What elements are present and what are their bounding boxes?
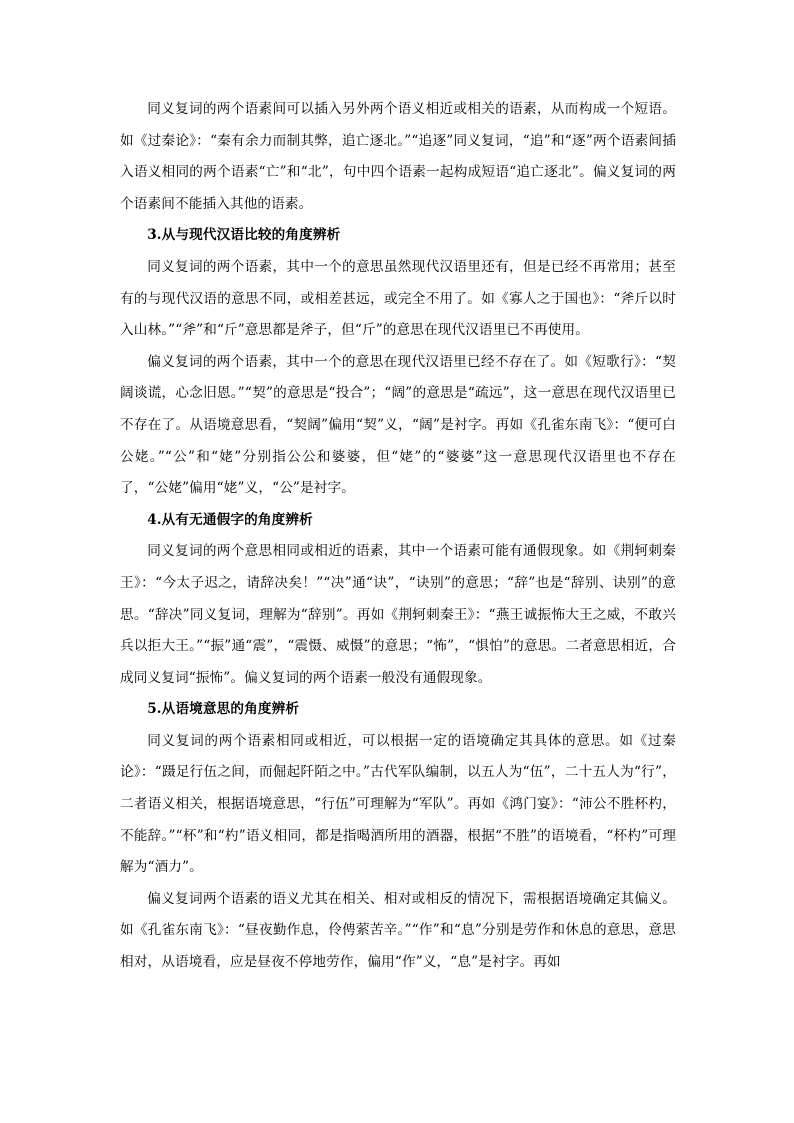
paragraph-1: 同义复词的两个语素间可以插入另外两个语义相近或相关的语素，从而构成一个短语。如《过秦论》：“秦有余力而制其弊，追亡逐北。”“追逐”同义复词，“追”和“逐”两个语素间插入语义相同的两个语素“亡”和“北”，句中四个语素一起构成短语“追亡逐北”。偏义复词的两个语素间不能插入其他的语素。 [120,101,676,212]
paragraph-4: 同义复词的两个意思相同或相近的语素，其中一个语素可能有通假现象。如《荆轲刺秦王》：“今太子迟之，请辞决矣！”“决”通“诀”，“诀别”的意思；“辞”也是“辞别、诀别”的意思。“辞决”同义复词，理解为“辞别”。再如《荆轲刺秦王》：“燕王诚振怖大王之威，不敢兴兵以拒大王。”“振”通“震”，“震慑、威慑”的意思；“怖”，“惧怕”的意思。二者意思相近，合成同义复词“振怖”。偏义复词的两个语素一般没有通假现象。 [120,543,676,686]
section-heading-5: 5.从语境意思的角度辨析 [147,701,300,718]
section-heading-4: 4.从有无通假字的角度辨析 [147,511,313,528]
section-heading-3: 3.从与现代汉语比较的角度辨析 [147,227,341,244]
paragraph-6: 偏义复词两个语素的语义尤其在相关、相对或相反的情况下，需根据语境确定其偏义。如《孔雀东南飞》：“昼夜勤作息，伶俜萦苦辛。”“作”和“息”分别是劳作和休息的意思，意思相对，从语境看，应是昼夜不停地劳作，偏用“作”义，“息”是衬字。再如 [120,890,676,971]
paragraph-2: 同义复词的两个语素，其中一个的意思虽然现代汉语里还有，但是已经不再常用；甚至有的与现代汉语的意思不同，或相差甚远，或完全不用了。如《寡人之于国也》：“斧斤以时入山林。”“斧”和“斤”意思都是斧子，但“斤”的意思在现代汉语里已不再使用。 [120,258,676,339]
paragraph-5: 同义复词的两个语素相同或相近，可以根据一定的语境确定其具体的意思。如《过秦论》：“蹑足行伍之间，而倔起阡陌之中。”古代军队编制，以五人为“伍”，二十五人为“行”，二者语义相关，根据语境意思，“行伍”可理解为“军队”。再如《鸿门宴》：“沛公不胜杯杓，不能辞。”“杯”和“杓”语义相同，都是指喝酒所用的酒器，根据“不胜”的语境看，“杯杓”可理解为“酒力”。 [120,732,676,876]
document-body [120,94,676,979]
paragraph-3: 偏义复词的两个语素，其中一个的意思在现代汉语里已经不存在了。如《短歌行》：“契阔谈谎，心念旧恩。”“契”的意思是“投合”；“阔”的意思是“疏远”，这一意思在现代汉语里已不存在了。从语境意思看，“契阔”偏用“契”义，“阔”是衬字。再如《孔雀东南飞》：“便可白公姥。”“公”和“姥”分别指公公和婆婆，但“姥”的“婆婆”这一意思现代汉语里也不存在了，“公姥”偏用“姥”义，“公”是衬字。 [120,353,676,497]
